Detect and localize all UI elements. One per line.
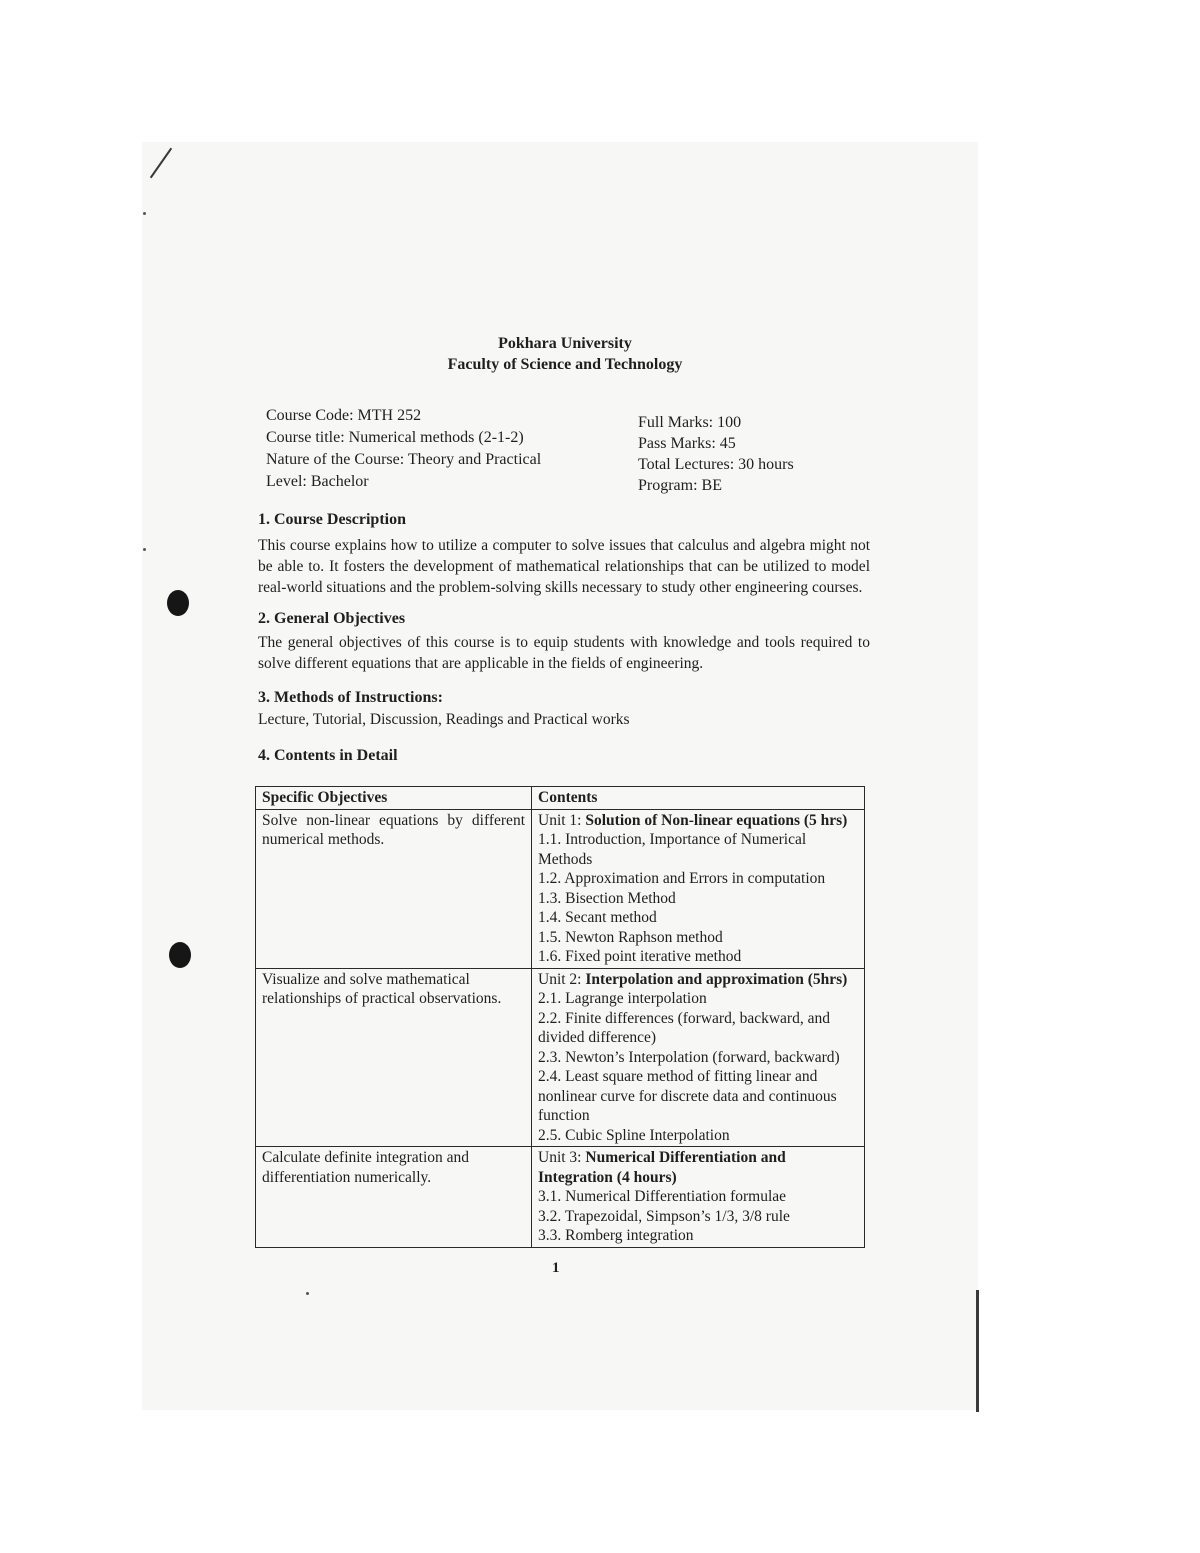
punch-hole: [169, 942, 191, 968]
section-heading-methods: 3. Methods of Instructions:: [258, 689, 443, 706]
table-row: [256, 809, 865, 968]
section-heading-general-objectives: 2. General Objectives: [258, 610, 406, 627]
objective-cell: Visualize and solve mathematical relationships of practical observations.: [256, 968, 532, 1147]
table-header-row: [256, 787, 865, 810]
section-body-methods: Lecture, Tutorial, Discussion, Readings and Practical works: [258, 711, 630, 728]
contents-cell: [532, 1147, 865, 1248]
faculty-name: Faculty of Science and Technology: [447, 356, 683, 373]
content-item: 3.2. Trapezoidal, Simpson’s 1/3, 3/8 rule: [538, 1207, 790, 1225]
unit-prefix: Unit 3:: [538, 1149, 586, 1166]
section-heading-course-description: 1. Course Description: [258, 511, 406, 528]
table-row: [256, 1147, 865, 1248]
contents-cell: [532, 968, 865, 1147]
content-item: 1.2. Approximation and Errors in computation: [538, 870, 826, 887]
column-header-objectives: Specific Objectives: [256, 787, 532, 810]
section-body-course-description: This course explains how to utilize a computer to solve issues that calculus and algebra might not be able to. It fosters the development of mathematical relationships that can be utilized to model real-world situations and the problem-solving skills necessary to study other engineering courses.: [258, 537, 870, 596]
course-level: Level: Bachelor: [266, 473, 369, 490]
section-heading-contents: 4. Contents in Detail: [258, 747, 398, 764]
unit-title: [538, 1148, 858, 1187]
program: Program: BE: [638, 477, 722, 494]
unit-prefix: Unit 2:: [538, 970, 586, 988]
section-body-general-objectives: The general objectives of this course is to equip students with knowledge and tools required to solve different equations that are applicable in the fields of engineering.: [258, 634, 870, 672]
column-header-contents: Contents: [532, 787, 865, 810]
page-number: 1: [552, 1260, 560, 1276]
content-item: 3.1. Numerical Differentiation formulae: [538, 1188, 787, 1205]
content-item: 2.5. Cubic Spline Interpolation: [538, 1126, 730, 1144]
university-name: Pokhara University: [498, 335, 632, 352]
pass-marks: Pass Marks: 45: [638, 435, 736, 452]
scan-speck: [143, 548, 146, 551]
unit-name: Solution of Non-linear equations (5 hrs): [585, 811, 848, 829]
punch-hole: [167, 590, 189, 616]
content-item: 2.2. Finite differences (forward, backward, and divided difference): [538, 1009, 830, 1046]
objective-cell: Calculate definite integration and differentiation numerically.: [256, 1147, 532, 1248]
table-row: [256, 968, 865, 1147]
content-item: 1.1. Introduction, Importance of Numerical Methods: [538, 831, 807, 868]
scan-speck: [306, 1292, 309, 1295]
course-meta-left: [266, 405, 541, 493]
unit-title: [538, 970, 858, 990]
full-marks: Full Marks: 100: [638, 414, 742, 431]
content-item: 2.4. Least square method of fitting linear and nonlinear curve for discrete data and continuous function: [538, 1068, 837, 1124]
course-meta-right: [638, 412, 794, 496]
unit-name: Numerical Differentiation and Integration (4 hours): [538, 1149, 786, 1186]
course-nature: Nature of the Course: Theory and Practical: [266, 451, 542, 468]
unit-title: [538, 811, 858, 831]
unit-name: Interpolation and approximation (5hrs): [585, 970, 848, 988]
scan-speck: [143, 212, 146, 215]
unit-prefix: Unit 1:: [538, 811, 586, 829]
page-edge-shadow: [976, 1290, 979, 1412]
content-item: 1.4. Secant method: [538, 909, 657, 926]
content-item: 2.1. Lagrange interpolation: [538, 990, 707, 1007]
objective-cell: Solve non-linear equations by different numerical methods.: [256, 809, 532, 968]
course-code: Course Code: MTH 252: [266, 407, 422, 424]
content-item: 3.3. Romberg integration: [538, 1227, 694, 1244]
content-item: 2.3. Newton’s Interpolation (forward, backward): [538, 1048, 840, 1066]
content-item: 1.6. Fixed point iterative method: [538, 948, 742, 965]
total-lectures: Total Lectures: 30 hours: [638, 456, 794, 473]
content-item: 1.3. Bisection Method: [538, 889, 676, 907]
content-item: 1.5. Newton Raphson method: [538, 928, 723, 946]
document-header: [400, 333, 730, 375]
contents-cell: [532, 809, 865, 968]
contents-table: [255, 786, 865, 1248]
course-title: Course title: Numerical methods (2-1-2): [266, 429, 524, 446]
